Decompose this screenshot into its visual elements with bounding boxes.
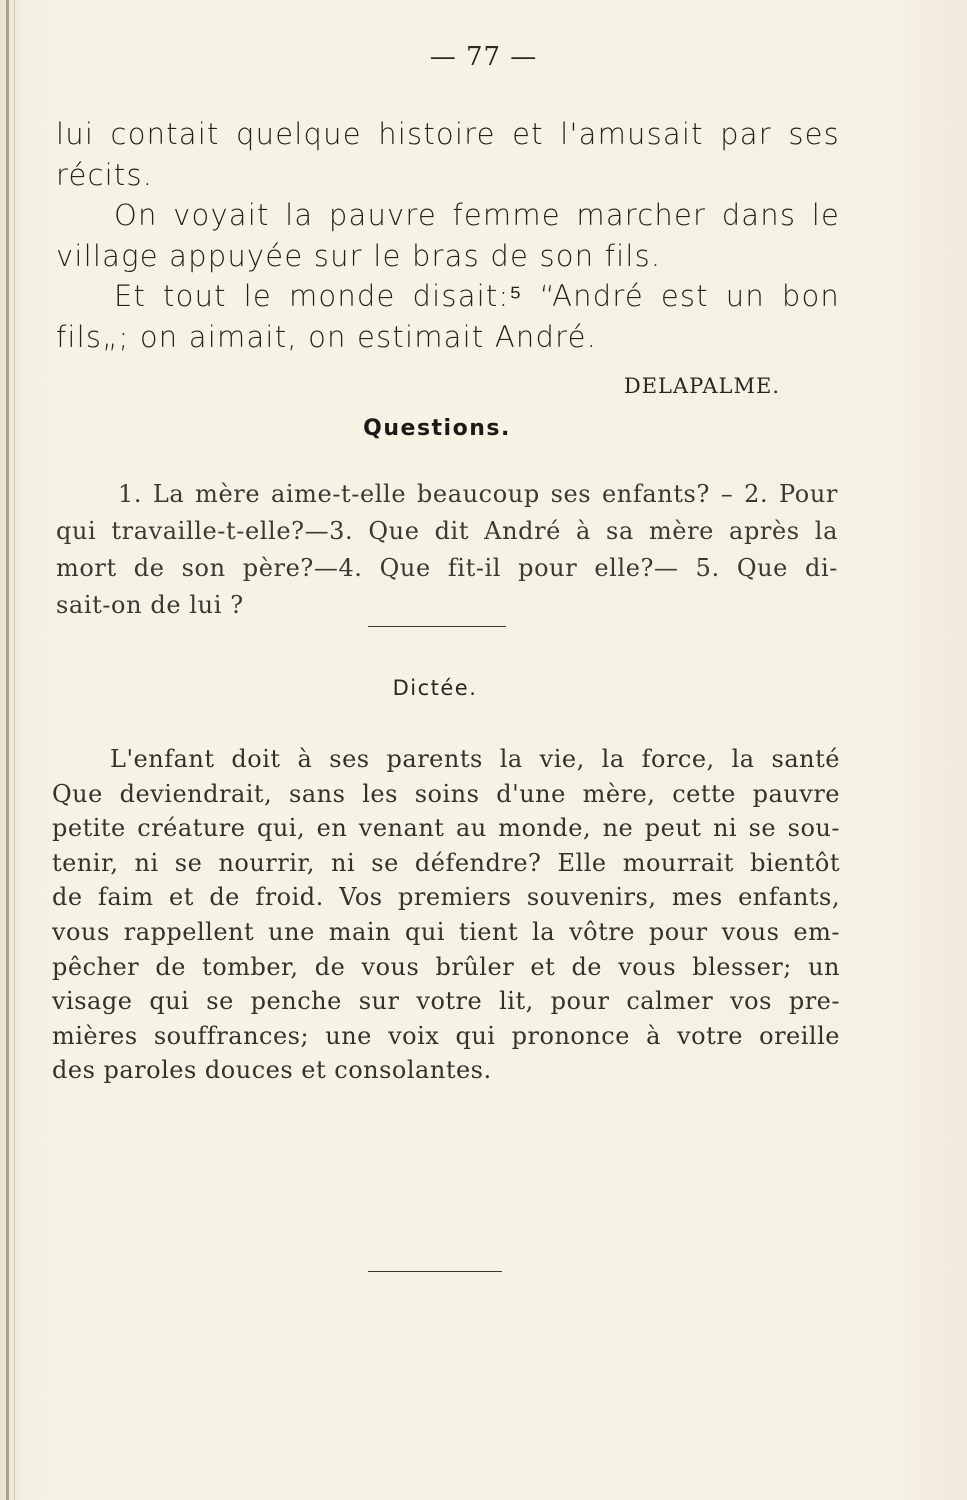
dictee-line: L'enfant doit à ses parents la vie, la force, la santé: [110, 745, 840, 773]
story-line: fils„; on aimait, on estimait André.: [56, 319, 598, 354]
dictee-line: vous rappellent une main qui tient la vôtre pour vous em-: [52, 917, 840, 946]
dictee-line: mières souffrances; une voix qui prononce à votre oreille: [52, 1021, 840, 1050]
story-line: On voyait la pauvre femme marcher dans le: [114, 198, 840, 232]
question-line: qui travaille-t-elle?—3. Que dit André à sa mère après la: [56, 517, 838, 545]
story-line: Et tout le monde disait:⁵ “André est un bon: [114, 279, 840, 313]
question-line: sait-on de lui ?: [56, 591, 244, 619]
story-line: village appuyée sur le bras de son fils.: [56, 238, 662, 273]
story-text: [56, 114, 840, 357]
question-line: 1. La mère aime-t-elle beaucoup ses enfants? – 2. Pour: [118, 480, 838, 508]
binding-edge: [6, 0, 9, 1500]
dictee-heading: Dictée.: [392, 676, 478, 700]
page-number: — 77 —: [429, 42, 538, 72]
dictee-line: tenir, ni se nourrir, ni se défendre? Elle mourrait bientôt: [52, 848, 840, 877]
dictee-line: de faim et de froid. Vos premiers souvenirs, mes enfants,: [52, 883, 840, 912]
story-line: lui contait quelque histoire et l'amusait par ses: [56, 117, 840, 151]
dictee-line: visage qui se penche sur votre lit, pour calmer vos pre-: [52, 987, 840, 1016]
questions-text: [56, 476, 838, 624]
author-signature: DELAPALME.: [623, 374, 780, 398]
binding-shadow: [14, 0, 15, 1500]
section-divider: [368, 626, 506, 627]
questions-heading: Questions.: [363, 416, 511, 441]
dictee-line: Que deviendrait, sans les soins d'une mère, cette pauvre: [52, 779, 840, 808]
story-line: récits.: [56, 157, 154, 192]
section-divider: [368, 1271, 502, 1272]
question-line: mort de son père?—4. Que fit-il pour elle?— 5. Que di-: [56, 554, 838, 582]
dictee-text: [52, 742, 840, 1088]
dictee-line: petite créature qui, en venant au monde, ne peut ni se sou-: [52, 814, 840, 843]
dictee-line: des paroles douces et consolantes.: [52, 1056, 492, 1085]
dictee-line: pêcher de tomber, de vous brûler et de vous blesser; un: [52, 952, 840, 981]
